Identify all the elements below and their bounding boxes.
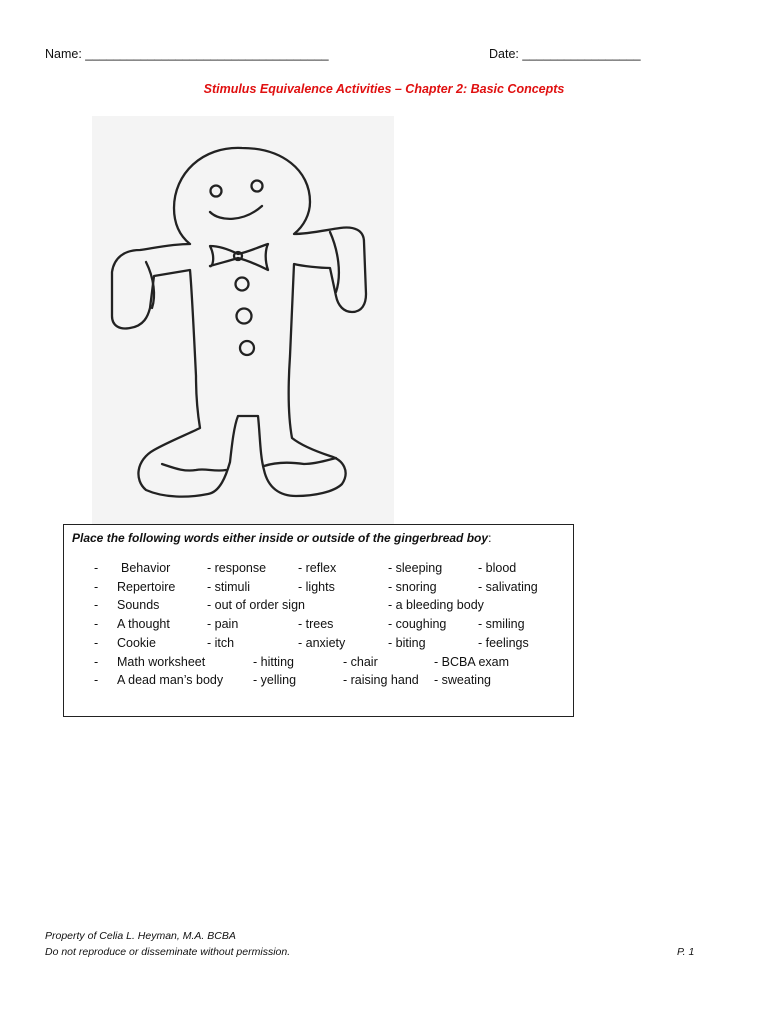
list-item: - feelings [478,636,529,650]
list-item: - biting [388,636,426,650]
prompt-text: Place the following words either inside or outside of the gingerbread boy [72,531,489,545]
list-item: Math worksheet [117,655,206,669]
list-item: - coughing [388,617,447,631]
list-item: Cookie [117,636,156,650]
instructions-prompt [72,531,491,545]
list-item: - anxiety [298,636,346,650]
name-field-label: Name: ___________________________________ [45,47,329,61]
list-item: Sounds [117,598,160,612]
list-item: A dead man’s body [117,673,224,687]
list-item: - stimuli [207,580,251,594]
list-item: - sleeping [388,561,443,575]
list-item: Behavior [121,561,171,575]
list-bullet: - [94,598,99,612]
list-item: - pain [207,617,239,631]
list-item: - BCBA exam [434,655,510,669]
word-list-box [63,524,574,717]
list-bullet: - [94,655,99,669]
list-item: - chair [343,655,378,669]
date-field-label: Date: _________________ [489,47,641,61]
list-item: - out of order sign [207,598,305,612]
page-number: P. 1 [677,946,695,958]
list-item: - trees [298,617,334,631]
list-item: - response [207,561,267,575]
list-item: - salivating [478,580,538,594]
list-bullet: - [94,580,99,594]
list-bullet: - [94,561,99,575]
list-item: Repertoire [117,580,176,594]
worksheet-title: Stimulus Equivalence Activities – Chapter 2: Basic Concepts [203,82,565,96]
gingerbread-boy-drawing [92,116,394,524]
list-item: A thought [117,617,170,631]
list-item: - reflex [298,561,337,575]
list-item: - lights [298,580,335,594]
list-item: - hitting [253,655,294,669]
list-item: - sweating [434,673,491,687]
list-item: - a bleeding body [388,598,484,612]
list-bullet: - [94,617,99,631]
list-item: - yelling [253,673,297,687]
list-item: - blood [478,561,517,575]
list-item: - smiling [478,617,525,631]
prompt-colon: : [488,531,492,545]
list-item: - itch [207,636,235,650]
list-item: - raising hand [343,673,419,687]
list-bullet: - [94,673,99,687]
list-item: - snoring [388,580,437,594]
footer-copyright: Property of Celia L. Heyman, M.A. BCBA [45,930,236,942]
list-bullet: - [94,636,99,650]
footer-notice: Do not reproduce or disseminate without permission. [45,946,291,958]
